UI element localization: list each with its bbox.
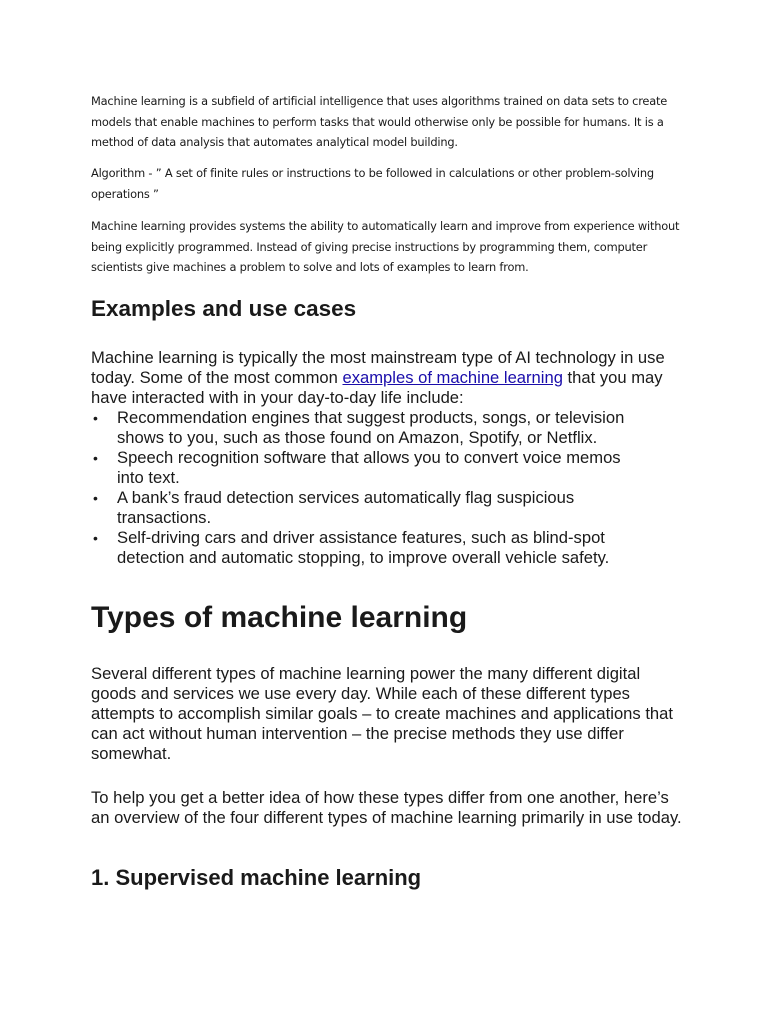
- bullet-text: A bank’s fraud detection services automatically flag suspicious transactions.: [117, 488, 575, 527]
- bullet-text: Speech recognition software that allows you to convert voice memos into text.: [117, 448, 621, 487]
- list-item: [91, 528, 651, 568]
- list-item: [91, 408, 651, 448]
- examples-bullet-list: [91, 408, 651, 568]
- bullet-text: Recommendation engines that suggest products, songs, or television shows to you, such as those found on Amazon, Spotify, or Netflix.: [117, 408, 625, 447]
- types-heading: Types of machine learning: [91, 601, 468, 634]
- bullet-icon: •: [93, 450, 98, 466]
- intro-paragraph-algorithm: Algorithm - ” A set of finite rules or instructions to be followed in calculations or other problem-solving operations ”: [91, 166, 654, 201]
- intro-paragraph-definition: Machine learning is a subfield of artificial intelligence that uses algorithms trained on data sets to create models that enable machines to perform tasks that would otherwise only be possible for humans. It is a method of data analysis that automates analytical model building.: [91, 94, 668, 149]
- list-item: [91, 448, 651, 488]
- examples-intro-text-after-link: that you may have interacted with in your day-to-day life include:: [91, 368, 663, 407]
- list-item: [91, 488, 651, 528]
- supervised-learning-heading: 1. Supervised machine learning: [91, 865, 422, 890]
- bullet-icon: •: [93, 490, 98, 506]
- examples-of-ml-link[interactable]: examples of machine learning: [342, 368, 563, 387]
- examples-intro-paragraph: [91, 348, 681, 408]
- types-paragraph-overview: Several different types of machine learning power the many different digital goods and services we use every day. While each of these different types attempts to accomplish similar goals – to create machines and applications that can act without human intervention – the precise methods they use differ somewhat.: [91, 664, 673, 763]
- examples-intro-text-before-link: Machine learning is typically the most mainstream type of AI technology in use today. Some of the most common: [91, 348, 665, 387]
- bullet-text: Self-driving cars and driver assistance features, such as blind-spot detection and automatic stopping, to improve overall vehicle safety.: [117, 528, 610, 567]
- bullet-icon: •: [93, 410, 98, 426]
- bullet-icon: •: [93, 530, 98, 546]
- types-paragraph-comparison: To help you get a better idea of how these types differ from one another, here’s an overview of the four different types of machine learning primarily in use today.: [91, 788, 682, 827]
- examples-heading: Examples and use cases: [91, 296, 357, 321]
- intro-paragraph-capabilities: Machine learning provides systems the ability to automatically learn and improve from experience without being explicitly programmed. Instead of giving precise instructions by programming them, computer scientists give machines a problem to solve and lots of examples to learn from.: [91, 219, 680, 274]
